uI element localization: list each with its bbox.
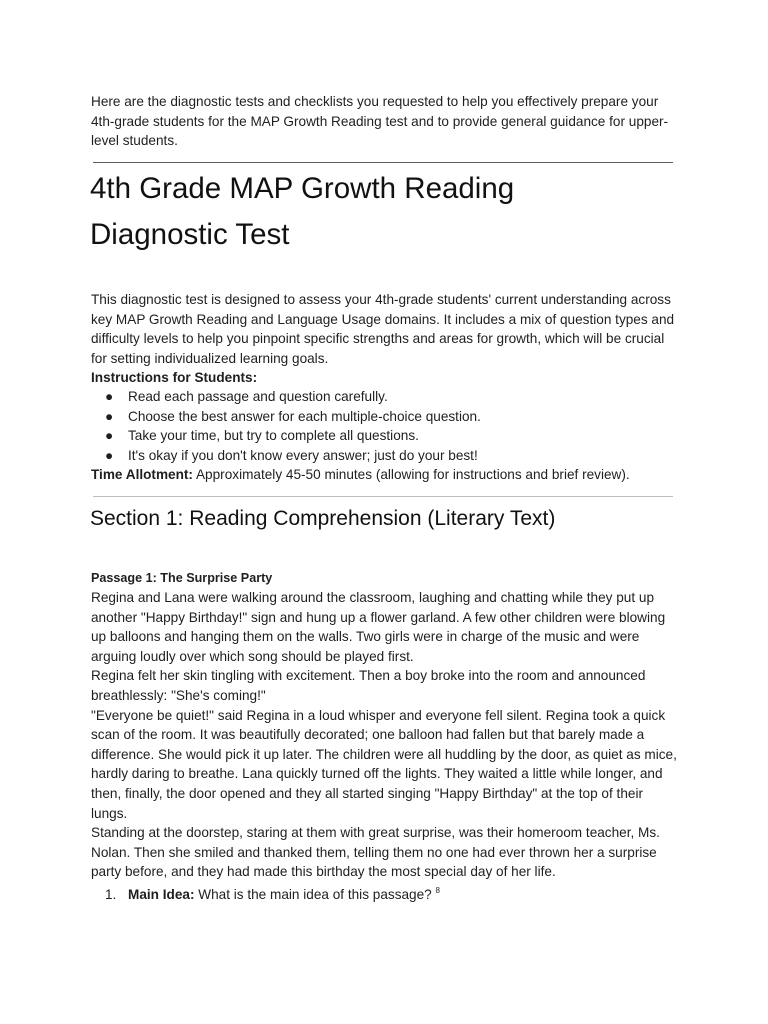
page-title: [90, 166, 690, 258]
time-allotment-label: Time Allotment:: [91, 467, 193, 482]
footnote-ref[interactable]: 8: [435, 886, 440, 895]
instructions-list: [91, 387, 681, 465]
list-item: [91, 446, 681, 466]
bullet-icon: ●: [105, 447, 114, 463]
time-allotment-value: Approximately 45-50 minutes (allowing for instructions and brief review).: [192, 467, 630, 482]
page-title-line2: Diagnostic Test: [90, 218, 290, 251]
list-item: [91, 407, 681, 427]
passage-paragraph: Standing at the doorstep, staring at them with great surprise, was their homeroom teacher, Ms. Nolan. Then she smiled and thanked them, telling them no one had ever thrown her a surprise party before, and they had made this birthday the most special day of her life.: [91, 825, 660, 880]
bullet-icon: ●: [105, 389, 114, 404]
page-title-line1: 4th Grade MAP Growth Reading: [90, 172, 515, 205]
divider-top: [93, 162, 673, 163]
list-item-text: Read each passage and question carefully.: [128, 389, 388, 404]
list-item-text: Take your time, but try to complete all questions.: [128, 428, 419, 444]
passage-paragraph: "Everyone be quiet!" said Regina in a loud whisper and everyone fell silent. Regina took a quick scan of the room. It was beautifully decorated; one balloon had fallen but that barely made a difference. She would pick it up later. The children were all huddling by the door, as quiet as mice, hardly daring to breathe. Lana quickly turned off the lights. They waited a little while longer, and then, finally, the door opened and they all started singing "Happy Birthday" at the top of their lungs.: [91, 707, 677, 821]
passage-body: [91, 588, 683, 882]
question-1: [91, 881, 681, 905]
instructions-heading: Instructions for Students:: [91, 370, 258, 385]
intro-paragraph: Here are the diagnostic tests and checklists you requested to help you effectively prepare your 4th-grade students for the MAP Growth Reading test and to provide general guidance for upper-level students.: [91, 94, 669, 149]
divider-section: [93, 496, 673, 497]
section-title: Section 1: Reading Comprehension (Literary Text): [90, 507, 556, 530]
passage-paragraph: Regina and Lana were walking around the classroom, laughing and chatting while they put up another "Happy Birthday!" sign and hung up a flower garland. A few other children were blowing up balloons and hanging them on the walls. Two girls were in charge of the music and were arguing loudly over which song should be played first.: [91, 590, 666, 664]
question-label: Main Idea:: [128, 887, 195, 902]
bullet-icon: ●: [105, 408, 114, 424]
list-item-text: Choose the best answer for each multiple-choice question.: [128, 408, 481, 424]
question-text: What is the main idea of this passage?: [194, 887, 436, 902]
test-description: This diagnostic test is designed to assess your 4th-grade students' current understanding across key MAP Growth Reading and Language Usage domains. It includes a mix of question types and difficulty levels to help you pinpoint specific strengths and areas for growth, which will be crucial for setting individualized learning goals.: [91, 292, 675, 366]
list-item: [91, 426, 681, 446]
passage-paragraph: Regina felt her skin tingling with excitement. Then a boy broke into the room and announced breathlessly: "She's coming!": [91, 668, 646, 703]
bullet-icon: ●: [105, 428, 114, 444]
question-number: 1.: [105, 887, 117, 902]
list-item-text: It's okay if you don't know every answer; just do your best!: [128, 447, 478, 463]
list-item: [91, 387, 681, 407]
passage-title: Passage 1: The Surprise Party: [91, 571, 273, 585]
time-allotment: [91, 465, 691, 485]
